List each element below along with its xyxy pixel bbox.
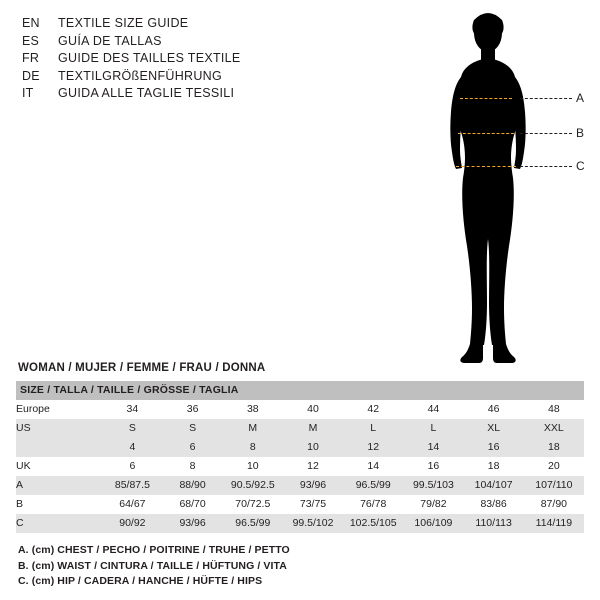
- cell: 36: [163, 400, 223, 419]
- cell: 102.5/105: [343, 514, 403, 533]
- measure-letter-a: A: [576, 91, 585, 105]
- language-code-fr: FR: [22, 51, 40, 65]
- cell: 90.5/92.5: [223, 476, 283, 495]
- language-code-es: ES: [22, 33, 40, 48]
- measure-line-a-extension: [520, 98, 572, 99]
- language-code-en: EN: [22, 16, 40, 30]
- cell: 68/70: [163, 495, 223, 514]
- cell: 34: [102, 400, 162, 419]
- table-row: [16, 476, 584, 495]
- cell: 10: [223, 457, 283, 476]
- title-text-de: TEXTILGRÖßENFÜHRUNG: [58, 68, 223, 83]
- figure-area: [430, 8, 600, 370]
- cell: 88/90: [163, 476, 223, 495]
- cell: XL: [464, 419, 524, 438]
- cell: 4: [102, 438, 162, 457]
- cell: 18: [464, 457, 524, 476]
- table-row: [16, 438, 584, 457]
- title-text-en: TEXTILE SIZE GUIDE: [58, 16, 189, 30]
- language-code-it: IT: [22, 86, 34, 100]
- cell: 46: [464, 400, 524, 419]
- group-header: WOMAN / MUJER / FEMME / FRAU / DONNA: [18, 362, 266, 374]
- cell: 85/87.5: [102, 476, 162, 495]
- cell: S: [163, 419, 223, 438]
- title-block: [22, 16, 442, 104]
- cell: 96.5/99: [343, 476, 403, 495]
- table-row: [16, 457, 584, 476]
- cell: 48: [524, 400, 584, 419]
- row-label: B: [16, 495, 102, 514]
- table-row: [16, 514, 584, 533]
- cell: 99.5/103: [403, 476, 463, 495]
- cell: 38: [223, 400, 283, 419]
- title-row-de: [22, 69, 442, 87]
- cell: 110/113: [464, 514, 524, 533]
- row-label: US: [16, 419, 102, 438]
- cell: XXL: [524, 419, 584, 438]
- cell: 40: [283, 400, 343, 419]
- cell: M: [223, 419, 283, 438]
- size-table: [16, 381, 584, 533]
- legend-block: [18, 543, 290, 590]
- cell: M: [283, 419, 343, 438]
- cell: 96.5/99: [223, 514, 283, 533]
- legend-line-a: A. (cm) CHEST / PECHO / POITRINE / TRUHE / PETTO: [18, 544, 290, 556]
- cell: 16: [464, 438, 524, 457]
- legend-line-c: C. (cm) HIP / CADERA / HANCHE / HÜFTE / HIPS: [18, 575, 263, 587]
- title-row-en: [22, 16, 442, 34]
- cell: 90/92: [102, 514, 162, 533]
- language-code-de: DE: [22, 68, 40, 83]
- cell: 16: [403, 457, 463, 476]
- title-text-es: GUÍA DE TALLAS: [58, 33, 162, 48]
- measure-letter-c: C: [576, 159, 585, 173]
- measure-line-a-body: [460, 98, 512, 99]
- cell: 106/109: [403, 514, 463, 533]
- cell: 12: [283, 457, 343, 476]
- cell: L: [343, 419, 403, 438]
- title-row-fr: [22, 51, 442, 69]
- table-column-header: SIZE / TALLA / TAILLE / GRÖSSE / TAGLIA: [20, 384, 239, 396]
- measure-line-b-extension: [520, 133, 572, 134]
- cell: 14: [343, 457, 403, 476]
- cell: 6: [163, 438, 223, 457]
- cell: 99.5/102: [283, 514, 343, 533]
- measure-letter-b: B: [576, 126, 585, 140]
- cell: 42: [343, 400, 403, 419]
- cell: 93/96: [283, 476, 343, 495]
- table-header-row: [16, 381, 584, 400]
- row-label: Europe: [16, 400, 102, 419]
- title-text-fr: GUIDE DES TAILLES TEXTILE: [58, 51, 241, 65]
- row-label: UK: [16, 457, 102, 476]
- cell: 73/75: [283, 495, 343, 514]
- cell: 76/78: [343, 495, 403, 514]
- title-row-es: [22, 34, 442, 52]
- title-text-it: GUIDA ALLE TAGLIE TESSILI: [58, 86, 235, 100]
- cell: 83/86: [464, 495, 524, 514]
- cell: 14: [403, 438, 463, 457]
- measure-line-c-extension: [520, 166, 572, 167]
- cell: 8: [163, 457, 223, 476]
- cell: 64/67: [102, 495, 162, 514]
- table-row: [16, 495, 584, 514]
- table-row: [16, 400, 584, 419]
- cell: 79/82: [403, 495, 463, 514]
- cell: 93/96: [163, 514, 223, 533]
- row-label: A: [16, 476, 102, 495]
- cell: 20: [524, 457, 584, 476]
- cell: 8: [223, 438, 283, 457]
- title-row-it: [22, 86, 442, 104]
- cell: 70/72.5: [223, 495, 283, 514]
- cell: 114/119: [524, 514, 584, 533]
- table-row: [16, 419, 584, 438]
- cell: S: [102, 419, 162, 438]
- measure-line-b-body: [458, 133, 514, 134]
- legend-line-b: B. (cm) WAIST / CINTURA / TAILLE / HÜFTUNG / VITA: [18, 559, 287, 572]
- female-body-silhouette-icon: [430, 8, 600, 370]
- cell: 107/110: [524, 476, 584, 495]
- cell: 87/90: [524, 495, 584, 514]
- cell: L: [403, 419, 463, 438]
- cell: 12: [343, 438, 403, 457]
- cell: 104/107: [464, 476, 524, 495]
- cell: 18: [524, 438, 584, 457]
- measure-line-c-body: [456, 166, 516, 167]
- cell: 6: [102, 457, 162, 476]
- row-label: C: [16, 514, 102, 533]
- cell: 44: [403, 400, 463, 419]
- row-label: [16, 438, 102, 457]
- cell: 10: [283, 438, 343, 457]
